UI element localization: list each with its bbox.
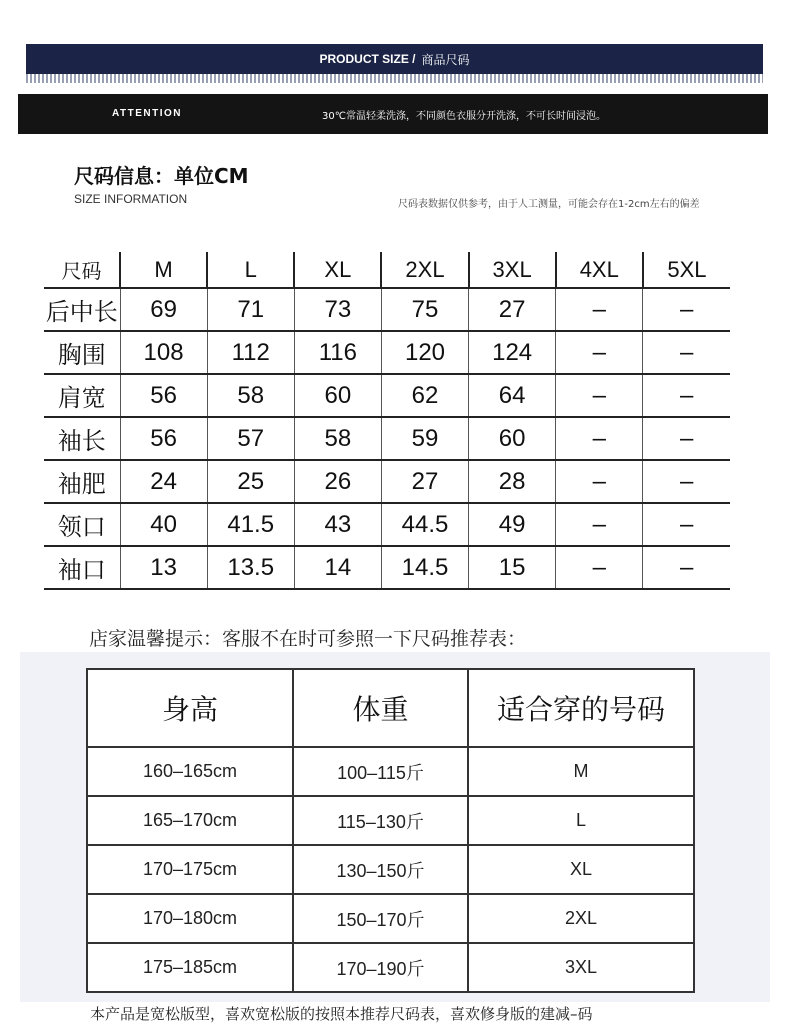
rec-weight-cell: 115–130斤	[293, 796, 468, 845]
rec-height-cell: 160–165cm	[87, 747, 293, 796]
table-cell: –	[643, 460, 730, 503]
table-cell: 49	[469, 503, 556, 546]
table-cell: 58	[207, 374, 294, 417]
banner-stripe-divider	[26, 74, 763, 83]
table-cell: 40	[120, 503, 207, 546]
table-cell: 71	[207, 288, 294, 331]
attention-note: 30℃常温轻柔洗涤，不同颜色衣服分开洗涤，不可长时间浸泡。	[322, 111, 606, 122]
table-cell: –	[643, 331, 730, 374]
measurement-label: 领口	[44, 503, 120, 546]
measurement-label: 袖长	[44, 417, 120, 460]
rec-height-cell: 170–175cm	[87, 845, 293, 894]
table-cell: 15	[469, 546, 556, 589]
attention-label: ATTENTION	[112, 108, 182, 119]
size-header-cell: 尺码	[44, 252, 120, 288]
measurement-label: 袖口	[44, 546, 120, 589]
table-cell: 56	[120, 374, 207, 417]
table-cell: –	[556, 546, 643, 589]
size-tip-text: 店家温馨提示：客服不在时可参照一下尺码推荐表：	[89, 628, 527, 650]
rec-weight-cell: 100–115斤	[293, 747, 468, 796]
table-cell: 112	[207, 331, 294, 374]
table-cell: –	[556, 460, 643, 503]
size-header-cell: L	[207, 252, 294, 288]
table-cell: 108	[120, 331, 207, 374]
table-cell: 28	[469, 460, 556, 503]
table-cell: –	[556, 503, 643, 546]
banner-title-en: PRODUCT SIZE /	[319, 52, 416, 66]
table-cell: 14	[294, 546, 381, 589]
size-header-cell: XL	[294, 252, 381, 288]
table-cell: 58	[294, 417, 381, 460]
rec-size-cell: 2XL	[468, 894, 694, 943]
table-row	[44, 374, 730, 417]
table-cell: –	[556, 331, 643, 374]
table-row	[44, 331, 730, 374]
attention-bar	[18, 94, 768, 134]
table-row	[44, 546, 730, 589]
table-cell: 73	[294, 288, 381, 331]
rec-size-cell: XL	[468, 845, 694, 894]
table-cell: 120	[381, 331, 468, 374]
rec-size-cell: 3XL	[468, 943, 694, 992]
table-cell: –	[556, 417, 643, 460]
table-cell: 60	[469, 417, 556, 460]
table-cell: –	[643, 417, 730, 460]
table-row	[87, 845, 694, 894]
table-cell: 27	[381, 460, 468, 503]
rec-header-height: 身高	[87, 669, 293, 747]
table-cell: 56	[120, 417, 207, 460]
table-cell: 64	[469, 374, 556, 417]
rec-header-row	[87, 669, 694, 747]
measurement-label: 后中长	[44, 288, 120, 331]
size-info-subtitle: SIZE INFORMATION	[74, 192, 188, 206]
table-cell: 25	[207, 460, 294, 503]
table-row	[87, 943, 694, 992]
table-cell: 116	[294, 331, 381, 374]
banner-title-cn: 商品尺码	[421, 52, 470, 67]
table-cell: –	[643, 503, 730, 546]
product-size-banner	[26, 44, 763, 74]
table-cell: 13.5	[207, 546, 294, 589]
table-row	[87, 796, 694, 845]
table-cell: 124	[469, 331, 556, 374]
table-cell: 14.5	[381, 546, 468, 589]
rec-weight-cell: 170–190斤	[293, 943, 468, 992]
table-row	[87, 747, 694, 796]
measurement-label: 袖肥	[44, 460, 120, 503]
table-cell: 57	[207, 417, 294, 460]
table-row	[44, 288, 730, 331]
table-cell: 24	[120, 460, 207, 503]
rec-weight-cell: 150–170斤	[293, 894, 468, 943]
table-cell: 60	[294, 374, 381, 417]
size-recommendation-table	[86, 668, 695, 993]
size-header-cell: 4XL	[556, 252, 643, 288]
table-cell: 43	[294, 503, 381, 546]
table-cell: 44.5	[381, 503, 468, 546]
table-cell: 27	[469, 288, 556, 331]
size-info-note: 尺码表数据仅供参考，由于人工测量，可能会存在1-2cm左右的偏差	[398, 199, 700, 210]
table-cell: 62	[381, 374, 468, 417]
footer-fit-note: 本产品是宽松版型，喜欢宽松版的按照本推荐尺码表，喜欢修身版的建减–码	[90, 1005, 593, 1023]
table-row	[44, 503, 730, 546]
table-cell: 26	[294, 460, 381, 503]
rec-height-cell: 175–185cm	[87, 943, 293, 992]
table-cell: 13	[120, 546, 207, 589]
measurement-label: 肩宽	[44, 374, 120, 417]
rec-header-weight: 体重	[293, 669, 468, 747]
table-cell: 75	[381, 288, 468, 331]
table-cell: –	[643, 374, 730, 417]
size-header-cell: 5XL	[643, 252, 730, 288]
table-cell: 41.5	[207, 503, 294, 546]
table-row	[87, 894, 694, 943]
table-row	[44, 460, 730, 503]
rec-header-size: 适合穿的号码	[468, 669, 694, 747]
size-info-title: 尺码信息：单位CM	[74, 164, 249, 188]
rec-height-cell: 165–170cm	[87, 796, 293, 845]
table-cell: –	[643, 288, 730, 331]
table-cell: –	[643, 546, 730, 589]
rec-size-cell: L	[468, 796, 694, 845]
table-cell: –	[556, 374, 643, 417]
table-cell: 59	[381, 417, 468, 460]
table-cell: 69	[120, 288, 207, 331]
size-header-cell: 3XL	[469, 252, 556, 288]
size-header-cell: M	[120, 252, 207, 288]
rec-height-cell: 170–180cm	[87, 894, 293, 943]
size-table	[44, 252, 730, 590]
measurement-label: 胸围	[44, 331, 120, 374]
rec-size-cell: M	[468, 747, 694, 796]
rec-weight-cell: 130–150斤	[293, 845, 468, 894]
size-header-cell: 2XL	[381, 252, 468, 288]
table-row	[44, 417, 730, 460]
size-table-header-row	[44, 252, 730, 288]
table-cell: –	[556, 288, 643, 331]
